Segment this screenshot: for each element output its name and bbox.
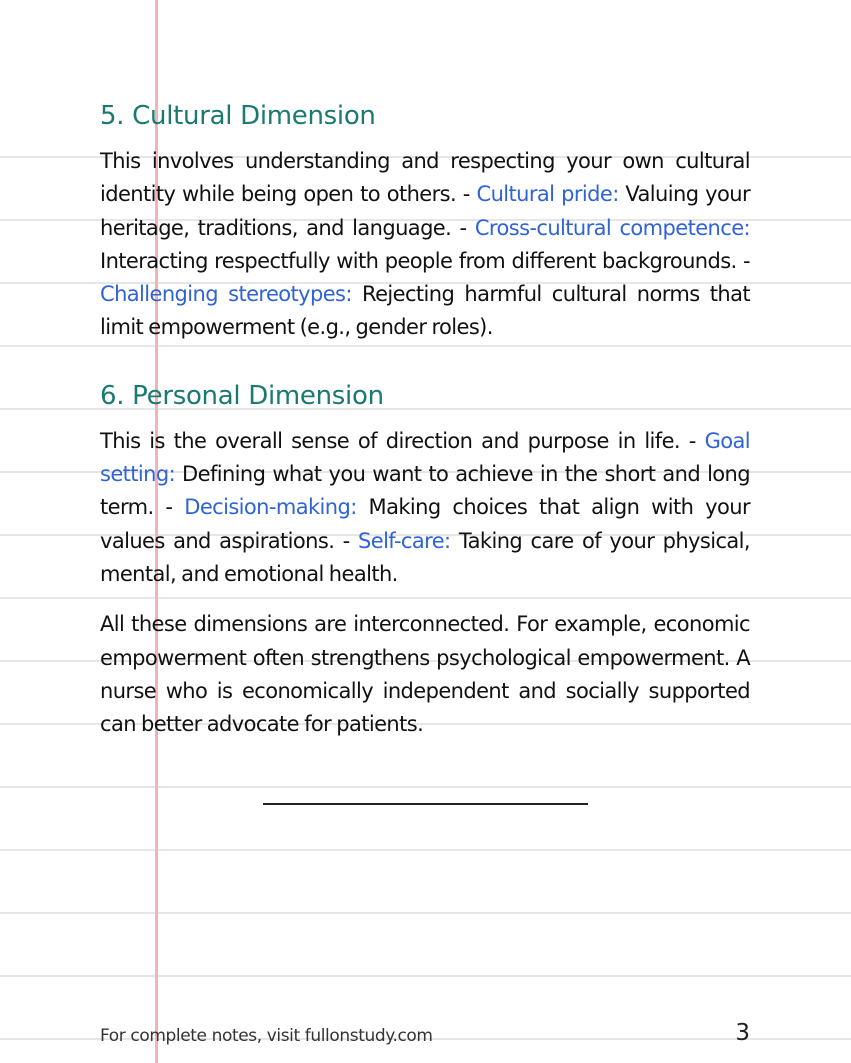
section-divider xyxy=(263,803,588,805)
key-term: Goal setting: xyxy=(100,428,750,487)
ruled-line xyxy=(0,912,851,914)
ruled-line xyxy=(0,849,851,851)
section-paragraph: This involves understanding and respecting your own cultural identity while being open to others. - Cultural pride: Valuing your heritage, traditions, and language. - Cross-cultural competence: Interacting respectfully with people from different backgrounds. - Challenging stereotypes: Rejecting harmful cultural norms that limit empowerment (e.g., gender roles). xyxy=(100,149,750,340)
section-cultural-dimension xyxy=(100,95,750,345)
key-term: Decision-making: xyxy=(184,495,357,520)
term-description: Rejecting harmful cultural norms that limit empowerment (e.g., gender roles). xyxy=(100,282,750,340)
term-description: Defining what you want to achieve in the short and long term. xyxy=(100,462,750,520)
closing-paragraph: All these dimensions are interconnected. For example, economic empowerment often strengthens psychological empowerment. A nurse who is economically independent and socially supported can better advocate for patients. xyxy=(100,612,750,737)
key-term: Self-care: xyxy=(358,528,451,553)
section-paragraph: This is the overall sense of direction and purpose in life. - Goal setting: Defining what you want to achieve in the short and long term. - Decision-making: Making choices that align with your values and aspirations. - Self-care: Taking care of your physical, mental, and emotional health. xyxy=(100,428,750,586)
term-description: Making choices that align with your values and aspirations. xyxy=(100,495,750,553)
footer-note: For complete notes, visit fullonstudy.com xyxy=(100,1026,433,1046)
key-term: Cross-cultural competence: xyxy=(474,215,750,240)
ruled-line xyxy=(0,975,851,977)
section-heading: 5. Cultural Dimension xyxy=(100,101,376,131)
section-personal-dimension xyxy=(100,375,750,742)
section-intro: This involves understanding and respecting your own cultural identity while being open to others. xyxy=(100,149,750,207)
term-description: Valuing your heritage, traditions, and language. xyxy=(100,182,750,240)
term-description: Interacting respectfully with people from different backgrounds. xyxy=(100,248,737,273)
key-term: Challenging stereotypes: xyxy=(100,282,352,307)
section-heading: 6. Personal Dimension xyxy=(100,380,384,411)
page-content xyxy=(100,95,750,758)
section-intro: This is the overall sense of direction and purpose in life. xyxy=(100,428,680,453)
ruled-line xyxy=(0,786,851,788)
term-description: Taking care of your physical, mental, and emotional health. xyxy=(100,528,750,586)
page-number: 3 xyxy=(735,1020,750,1046)
key-term: Cultural pride: xyxy=(476,182,619,207)
